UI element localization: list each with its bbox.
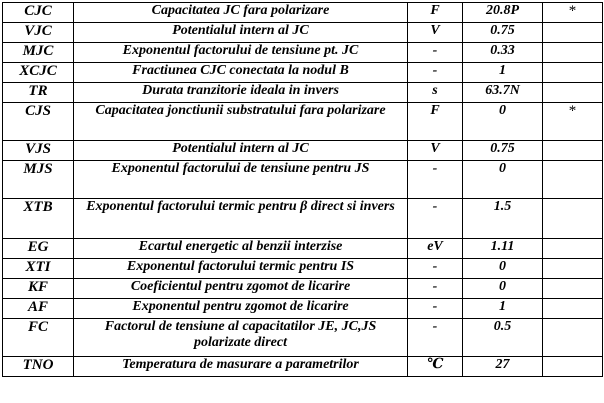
- mark-cell: [543, 357, 603, 377]
- description-cell: Fractiunea CJC conectata la nodul B: [74, 63, 408, 83]
- description-cell: Potentialul intern al JC: [74, 141, 408, 161]
- description-cell: Durata tranzitorie ideala in invers: [74, 83, 408, 103]
- table-row: [3, 199, 603, 239]
- value-cell: 0.33: [463, 43, 543, 63]
- mark-cell: *: [543, 3, 603, 23]
- unit-cell: F: [408, 103, 463, 141]
- value-cell: 0: [463, 161, 543, 199]
- description-cell: Temperatura de masurare a parametrilor: [74, 357, 408, 377]
- mark-cell: [543, 141, 603, 161]
- table-row: [3, 43, 603, 63]
- mark-cell: [543, 161, 603, 199]
- description-cell: Exponentul factorului de tensiune pentru JS: [74, 161, 408, 199]
- value-cell: 63.7N: [463, 83, 543, 103]
- value-cell: 0: [463, 259, 543, 279]
- unit-cell: -: [408, 299, 463, 319]
- unit-cell: -: [408, 199, 463, 239]
- symbol-cell: XCJC: [3, 63, 74, 83]
- description-cell: Capacitatea JC fara polarizare: [74, 3, 408, 23]
- description-cell: Coeficientul pentru zgomot de licarire: [74, 279, 408, 299]
- mark-cell: [543, 199, 603, 239]
- table-row: [3, 239, 603, 259]
- mark-cell: [543, 23, 603, 43]
- symbol-cell: VJC: [3, 23, 74, 43]
- description-cell: Ecartul energetic al benzii interzise: [74, 239, 408, 259]
- symbol-cell: CJS: [3, 103, 74, 141]
- value-cell: 0.75: [463, 141, 543, 161]
- unit-cell: ℃: [408, 357, 463, 377]
- value-cell: 20.8P: [463, 3, 543, 23]
- unit-cell: -: [408, 279, 463, 299]
- parameters-table: [2, 2, 603, 377]
- symbol-cell: CJC: [3, 3, 74, 23]
- value-cell: 0.5: [463, 319, 543, 357]
- table-row: [3, 83, 603, 103]
- description-cell: Exponentul factorului termic pentru β direct si invers: [74, 199, 408, 239]
- table-row: [3, 161, 603, 199]
- mark-cell: [543, 83, 603, 103]
- value-cell: 27: [463, 357, 543, 377]
- value-cell: 0.75: [463, 23, 543, 43]
- unit-cell: V: [408, 23, 463, 43]
- unit-cell: eV: [408, 239, 463, 259]
- mark-cell: [543, 259, 603, 279]
- unit-cell: F: [408, 3, 463, 23]
- symbol-cell: MJC: [3, 43, 74, 63]
- description-cell: Factorul de tensiune al capacitatilor JE, JC,JS polarizate direct: [74, 319, 408, 357]
- table-row: [3, 259, 603, 279]
- description-cell: Exponentul factorului de tensiune pt. JC: [74, 43, 408, 63]
- mark-cell: [543, 279, 603, 299]
- table-row: [3, 3, 603, 23]
- table-row: [3, 279, 603, 299]
- table-row: [3, 299, 603, 319]
- parameters-table-body: [3, 3, 603, 377]
- symbol-cell: EG: [3, 239, 74, 259]
- mark-cell: [543, 299, 603, 319]
- value-cell: 0: [463, 279, 543, 299]
- mark-cell: [543, 239, 603, 259]
- table-row: [3, 319, 603, 357]
- table-row: [3, 103, 603, 141]
- unit-cell: -: [408, 161, 463, 199]
- table-row: [3, 141, 603, 161]
- value-cell: 1: [463, 63, 543, 83]
- table-row: [3, 23, 603, 43]
- unit-cell: s: [408, 83, 463, 103]
- unit-cell: -: [408, 319, 463, 357]
- symbol-cell: FC: [3, 319, 74, 357]
- unit-cell: -: [408, 43, 463, 63]
- mark-cell: [543, 319, 603, 357]
- symbol-cell: AF: [3, 299, 74, 319]
- symbol-cell: XTI: [3, 259, 74, 279]
- symbol-cell: KF: [3, 279, 74, 299]
- mark-cell: [543, 43, 603, 63]
- description-cell: Exponentul factorului termic pentru IS: [74, 259, 408, 279]
- description-cell: Potentialul intern al JC: [74, 23, 408, 43]
- unit-cell: -: [408, 259, 463, 279]
- table-row: [3, 357, 603, 377]
- description-cell: Exponentul pentru zgomot de licarire: [74, 299, 408, 319]
- value-cell: 1.5: [463, 199, 543, 239]
- value-cell: 1: [463, 299, 543, 319]
- symbol-cell: XTB: [3, 199, 74, 239]
- mark-cell: [543, 63, 603, 83]
- symbol-cell: VJS: [3, 141, 74, 161]
- value-cell: 0: [463, 103, 543, 141]
- unit-cell: V: [408, 141, 463, 161]
- symbol-cell: TNO: [3, 357, 74, 377]
- symbol-cell: MJS: [3, 161, 74, 199]
- value-cell: 1.11: [463, 239, 543, 259]
- description-cell: Capacitatea jonctiunii substratului fara polarizare: [74, 103, 408, 141]
- unit-cell: -: [408, 63, 463, 83]
- symbol-cell: TR: [3, 83, 74, 103]
- table-row: [3, 63, 603, 83]
- mark-cell: *: [543, 103, 603, 141]
